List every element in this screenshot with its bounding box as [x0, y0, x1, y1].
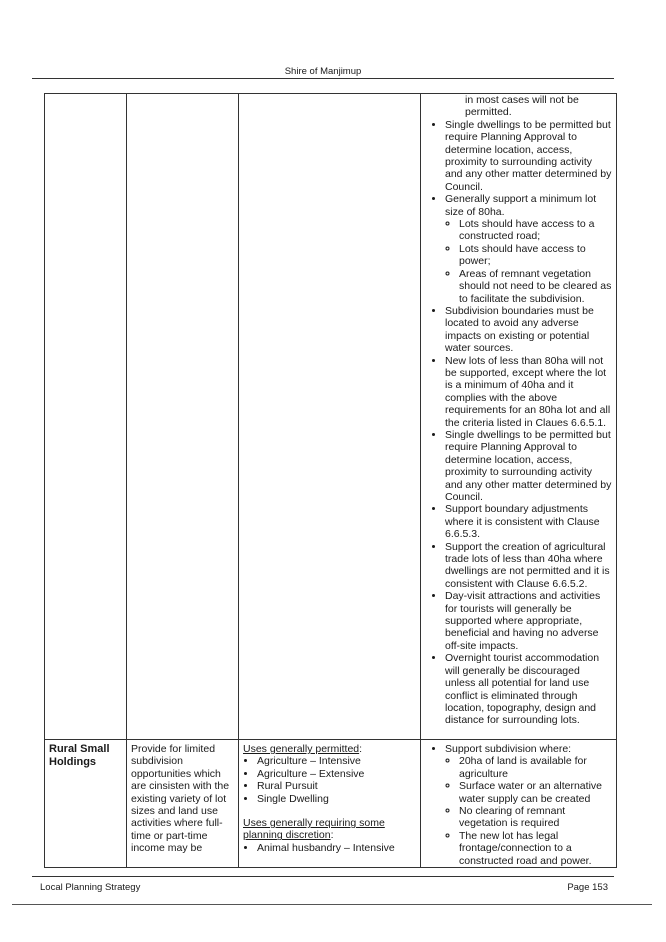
policy-sublist — [445, 755, 612, 867]
footer-page-number: Page 153 — [567, 882, 608, 893]
uses-discretion-label: Uses generally requiring some planning discretion — [243, 817, 385, 842]
policy-item: • Single dwellings to be permitted but require Planning Approval to determine location, access, proximity to surrounding activity and any other matter determined by Council. — [445, 119, 612, 193]
continuation-row — [45, 94, 617, 740]
policy-subitem: ◦ Lots should have access to power; — [459, 243, 612, 268]
policy-item: • Day-visit attractions and activities for tourists will generally be supported where appropriate, beneficial and having no adverse off-site impacts. — [445, 590, 612, 652]
policy-lead: in most cases will not be permitted. — [465, 94, 579, 119]
footer-document-title: Local Planning Strategy — [40, 882, 141, 893]
policy-list — [425, 743, 612, 867]
uses-cell — [239, 740, 421, 868]
uses-discretion-heading: Uses generally requiring some planning discretion: — [243, 817, 385, 842]
policy-item-text: Generally support a minimum lot size of 80ha. — [445, 193, 597, 218]
use-item: • Single Dwelling — [257, 793, 416, 805]
header-rule — [32, 78, 614, 79]
policy-list — [425, 94, 612, 727]
policy-item: • Support boundary adjustments where it is consistent with Clause 6.6.5.3. — [445, 503, 612, 540]
uses-discretion-list — [243, 842, 416, 854]
objective-cell — [127, 94, 239, 740]
policy-item: • Support the creation of agricultural trade lots of less than 40ha where dwellings are not permitted and it is consistent with Clause 6.6.5.2. — [445, 541, 612, 591]
zone-name: Rural Small Holdings — [49, 743, 110, 768]
policy-item: • New lots of less than 80ha will not be supported, except where the lot is a minimum of 40ha and it complies with the above requirements for an 80ha lot and all the criteria listed in Claues 6.6.5.1. — [445, 355, 612, 429]
policy-cell — [421, 740, 617, 868]
use-item: • Agriculture – Extensive — [257, 768, 416, 780]
uses-cell — [239, 94, 421, 740]
use-item: • Rural Pursuit — [257, 780, 416, 792]
policy-item: • Subdivision boundaries must be located to avoid any adverse impacts on existing or potential water sources. — [445, 305, 612, 355]
uses-permitted-list — [243, 755, 416, 805]
policy-subitem: ◦ The new lot has legal frontage/connection to a constructed road and power. — [459, 830, 612, 867]
use-item: • Animal husbandry – Intensive — [257, 842, 416, 854]
policy-subitem: ◦ Surface water or an alternative water supply can be created — [459, 780, 612, 805]
bottom-edge-line — [12, 904, 652, 905]
policy-subitem: ◦ Areas of remnant vegetation should not need to be cleared as to facilitate the subdivision. — [459, 268, 612, 305]
policy-item: • Single dwellings to be permitted but require Planning Approval to determine location, access, proximity to surrounding activity and any other matter determined by Council. — [445, 429, 612, 503]
policy-sublist — [445, 218, 612, 305]
footer-rule — [32, 876, 614, 877]
uses-permitted-heading: Uses generally permitted: — [243, 743, 363, 755]
rural-small-holdings-row — [45, 740, 617, 868]
policy-item — [445, 743, 612, 867]
policy-subitem: ◦ 20ha of land is available for agriculture — [459, 755, 612, 780]
policy-lead: Support subdivision where: — [445, 743, 572, 755]
uses-permitted-label: Uses generally permitted — [243, 743, 360, 755]
use-item: • Agriculture – Intensive — [257, 755, 416, 767]
policy-item — [445, 193, 612, 305]
policy-cell — [421, 94, 617, 740]
policy-subitem: ◦ No clearing of remnant vegetation is required — [459, 805, 612, 830]
page-header: Shire of Manjimup — [284, 66, 362, 77]
objective-cell — [127, 740, 239, 868]
zone-cell — [45, 740, 127, 868]
policy-item: • Overnight tourist accommodation will generally be discouraged unless all potential for land use conflict is eliminated through location, topography, design and distance for surrounding lots. — [445, 652, 612, 726]
policy-subitem: ◦ Lots should have access to a constructed road; — [459, 218, 612, 243]
planning-table — [44, 93, 617, 868]
objective-text: Provide for limited subdivision opportunities which are cinsisten with the existing variety of lot sizes and land use activities where full-time or part-time income may be — [131, 743, 230, 855]
zone-cell — [45, 94, 127, 740]
